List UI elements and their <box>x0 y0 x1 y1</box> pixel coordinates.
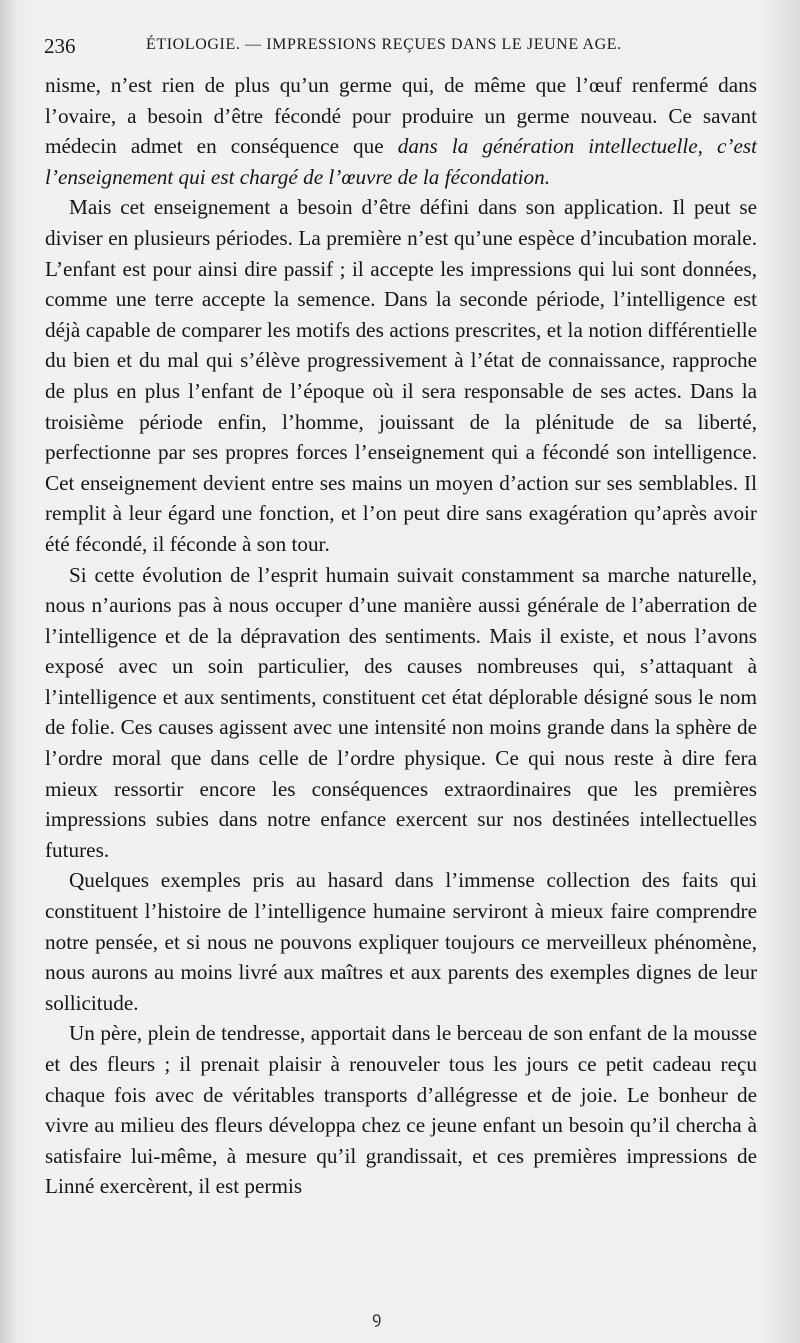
paragraph <box>45 865 757 1018</box>
text-segment: Quelques exemples pris au hasard dans l’immense collection des faits qui constituent l’histoire de l’intelligence humaine serviront à mieux faire comprendre notre pensée, et si nous ne pouvons expliquer toujours ce merveilleux phénomène, nous aurons au moins livré aux maîtres et aux parents des exemples dignes de leur sollicitude. <box>45 868 757 1015</box>
printer-mark: ꝯ <box>372 1308 382 1327</box>
page-header <box>44 34 754 56</box>
text-segment: Si cette évolution de l’esprit humain suivait constamment sa marche naturelle, nous n’aurions pas à nous occuper d’une manière aussi générale de l’aberration de l’intelligence et de la dépravation des sentiments. Mais il existe, et nous l’avons exposé avec un soin particulier, des causes nombreuses qui, s’attaquant à l’intelligence et aux sentiments, constituent cet état déplorable désigné sous le nom de folie. Ces causes agissent avec une intensité non moins grande dans la sphère de l’ordre moral que dans celle de l’ordre physique. Ce qui nous reste à dire fera mieux ressortir encore les conséquences extraordinaires que les premières impressions subies dans notre enfance exercent sur nos destinées intellectuelles futures. <box>45 562 757 862</box>
page-number: 236 <box>44 34 76 58</box>
running-head: ÉTIOLOGIE. — IMPRESSIONS REÇUES DANS LE JEUNE AGE. <box>146 36 622 53</box>
text-segment: Mais cet enseignement a besoin d’être défini dans son application. Il peut se diviser en plusieurs périodes. La première n’est qu’une espèce d’incubation morale. L’enfant est pour ainsi dire passif ; il accepte les impressions qui lui sont données, comme une terre accepte la semence. Dans la seconde période, l’intelligence est déjà capable de comparer les motifs des actions prescrites, et la notion différentielle du bien et du mal qui s’élève progressivement à l’état de connaissance, rapproche de plus en plus l’enfant de l’époque où il sera responsable de ses actes. Dans la troisième période enfin, l’homme, jouissant de la plénitude de sa liberté, perfectionne par ses propres forces l’enseignement qui a fécondé son intelligence. Cet enseignement devient entre ses mains un moyen d’action sur ses semblables. Il remplit à leur égard une fonction, et l’on peut dire sans exagération qu’après avoir été fécondé, il féconde à son tour. <box>45 195 757 556</box>
body-text <box>45 70 757 1202</box>
italic-text-segment: dans la génération intellectuelle, c’est l’enseignement qui est chargé de l’œuvre de la fécondation. <box>45 134 758 189</box>
paragraph <box>45 1018 757 1202</box>
text-segment: Un père, plein de tendresse, apportait dans le berceau de son enfant de la mousse et des fleurs ; il prenait plaisir à renouveler tous les jours ce petit cadeau reçu chaque fois avec de véritables transports d’allégresse et de joie. Le bonheur de vivre au milieu des fleurs développa chez ce jeune enfant un besoin qu’il chercha à satisfaire lui-même, à mesure qu’il grandissait, et ces premières impressions de Linné exercèrent, il est permis <box>45 1021 757 1199</box>
paragraph <box>45 192 757 559</box>
paragraph <box>45 560 757 866</box>
paragraph <box>45 70 757 192</box>
text-segment: nisme, n’est rien de plus qu’un germe qui, de même que l’œuf renfermé dans l’ovaire, a besoin d’être fécondé pour produire un germe nouveau. Ce savant médecin admet en conséquence que <box>45 73 757 159</box>
